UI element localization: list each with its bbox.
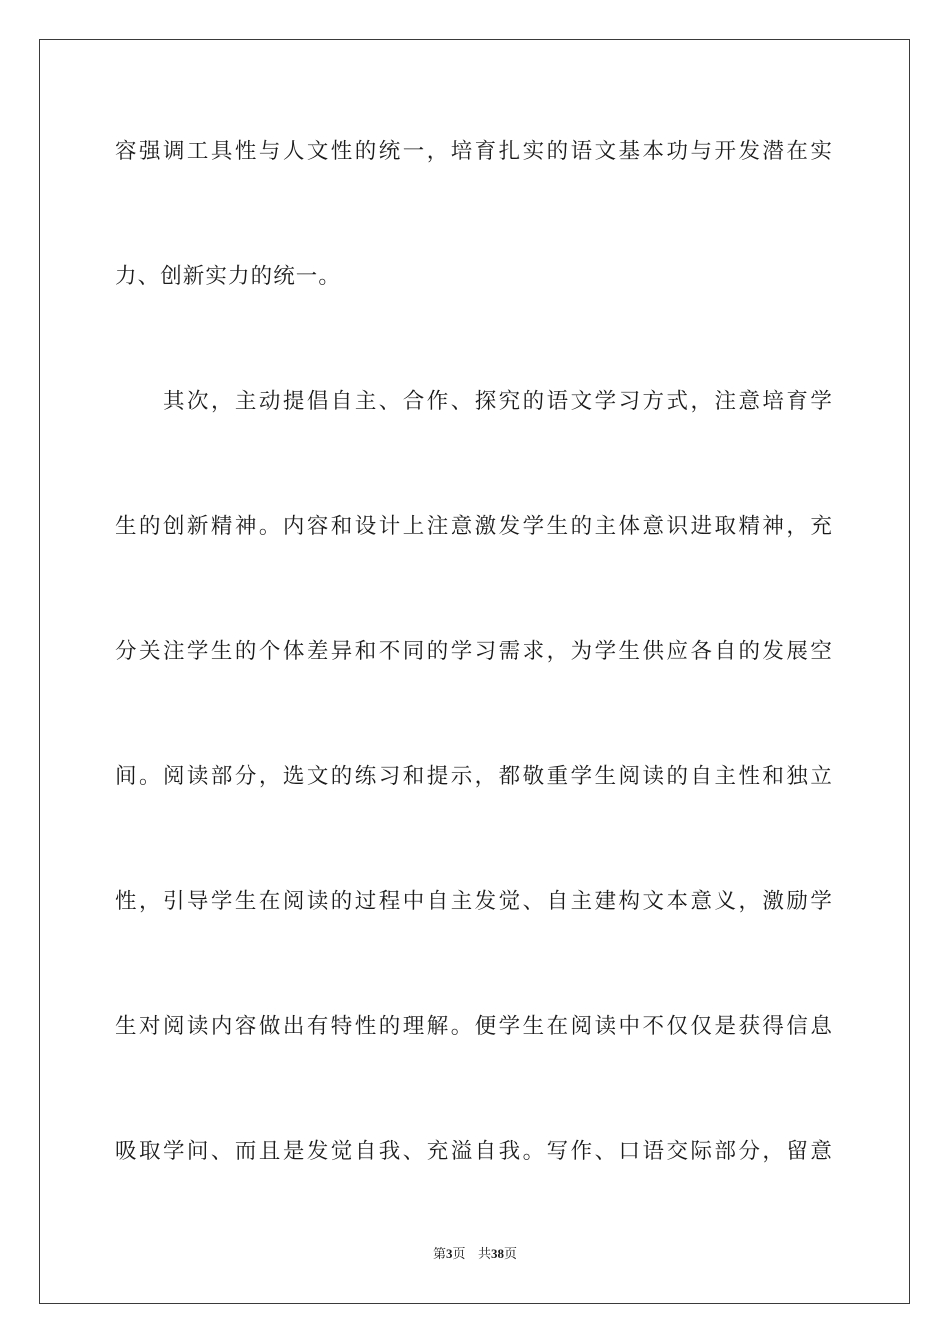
footer-middle: 页 共: [452, 1247, 491, 1262]
footer-suffix: 页: [503, 1247, 517, 1262]
body-text-line: 生的创新精神。内容和设计上注意激发学生的主体意识进取精神，充: [115, 514, 833, 539]
body-text-line: 容强调工具性与人文性的统一，培育扎实的语文基本功与开发潜在实: [115, 139, 833, 164]
body-text-line: 力、创新实力的统一。: [115, 264, 342, 289]
current-page-number: 3: [446, 1246, 453, 1261]
page-border: [39, 39, 910, 1304]
body-text-line: 吸取学问、而且是发觉自我、充溢自我。写作、口语交际部分，留意: [115, 1139, 833, 1164]
total-page-number: 38: [490, 1246, 504, 1261]
body-text-line: 分关注学生的个体差异和不同的学习需求，为学生供应各自的发展空: [115, 639, 833, 664]
page-number-footer: [0, 1245, 950, 1264]
body-text-line: 间。阅读部分，选文的练习和提示，都敬重学生阅读的自主性和独立: [115, 764, 833, 789]
footer-prefix: 第: [433, 1247, 447, 1262]
body-text-line: 生对阅读内容做出有特性的理解。便学生在阅读中不仅仅是获得信息: [115, 1014, 833, 1039]
body-text-line: 性，引导学生在阅读的过程中自主发觉、自主建构文本意义，激励学: [115, 889, 833, 914]
paragraph-first-line: 其次，主动提倡自主、合作、探究的语文学习方式，注意培育学: [163, 389, 833, 414]
